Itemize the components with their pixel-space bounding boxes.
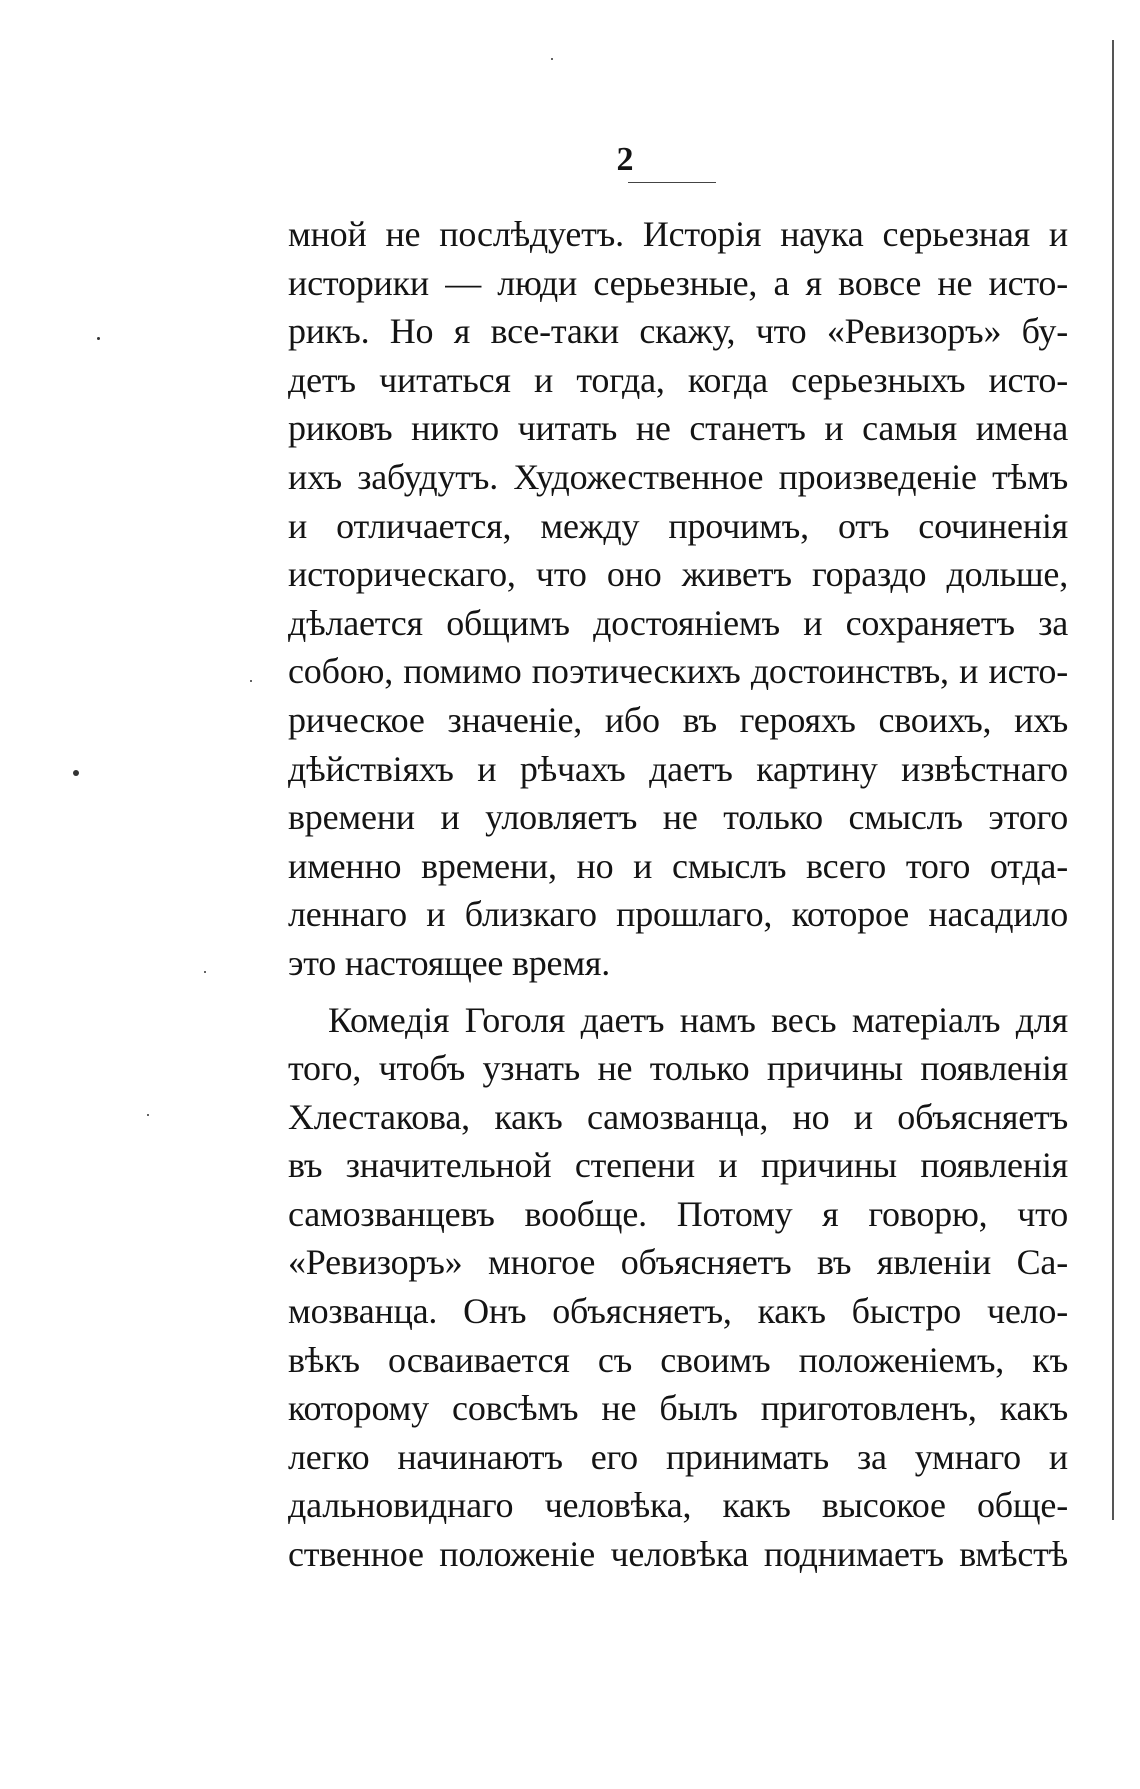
text-line: мной не послѣдуетъ. Исторія наука серьезная и bbox=[288, 214, 1068, 254]
scan-edge-line bbox=[1112, 40, 1114, 1520]
scan-speck bbox=[97, 337, 100, 340]
text-line: дѣлается общимъ достояніемъ и сохраняетъ за bbox=[288, 602, 1068, 643]
text-line: самозванцевъ вообще. Потому я говорю, что bbox=[288, 1193, 1068, 1234]
text-line: это настоящее время. bbox=[288, 942, 611, 983]
text-line: детъ читаться и тогда, когда серьезныхъ исто- bbox=[288, 359, 1068, 400]
text-line: въ значительной степени и причины появленія bbox=[288, 1145, 1068, 1186]
text-line: мозванца. Онъ объясняетъ, какъ быстро чело- bbox=[288, 1291, 1068, 1332]
text-line: дальновиднаго человѣка, какъ высокое обще- bbox=[288, 1485, 1068, 1526]
scan-speck bbox=[250, 680, 252, 682]
paragraph-1 bbox=[288, 210, 1068, 988]
paragraph-2 bbox=[288, 996, 1068, 1579]
paragraph-gap bbox=[288, 988, 1068, 996]
text-line: дѣйствіяхъ и рѣчахъ даетъ картину извѣстнаго bbox=[288, 748, 1068, 789]
text-line: «Ревизоръ» многое объясняетъ въ явленіи Са- bbox=[288, 1242, 1068, 1283]
text-line: которому совсѣмъ не былъ приготовленъ, какъ bbox=[288, 1388, 1068, 1429]
text-line: рикъ. Но я все-таки скажу, что «Ревизоръ» бу- bbox=[288, 311, 1068, 352]
text-line: того, чтобъ узнать не только причины появленія bbox=[288, 1048, 1068, 1089]
text-line: историческаго, что оно живетъ гораздо дольше, bbox=[288, 554, 1068, 595]
text-line: ихъ забудутъ. Художественное произведеніе тѣмъ bbox=[288, 456, 1068, 497]
text-line: собою, помимо поэтическихъ достоинствъ, и исто- bbox=[288, 651, 1068, 692]
scan-speck bbox=[551, 58, 553, 60]
text-line: и отличается, между прочимъ, отъ сочиненія bbox=[288, 505, 1068, 546]
text-line: Хлестакова, какъ самозванца, но и объясняетъ bbox=[288, 1096, 1068, 1137]
text-line: именно времени, но и смыслъ всего того отда- bbox=[288, 845, 1068, 886]
text-line: вѣкъ осваивается съ своимъ положеніемъ, къ bbox=[288, 1339, 1068, 1380]
scan-speck bbox=[147, 1114, 149, 1116]
page-number: 2 bbox=[616, 141, 634, 178]
text-line: риковъ никто читать не станетъ и самыя имена bbox=[288, 408, 1068, 449]
text-line: леннаго и близкаго прошлаго, которое насадило bbox=[288, 894, 1068, 935]
text-line: рическое значеніе, ибо въ герояхъ своихъ, ихъ bbox=[288, 699, 1068, 740]
text-line: Комедія Гоголя даетъ намъ весь матеріалъ для bbox=[328, 999, 1068, 1040]
text-line: ственное положеніе человѣка поднимаетъ вмѣстѣ bbox=[288, 1534, 1068, 1575]
text-line: легко начинаютъ его принимать за умнаго и bbox=[288, 1436, 1068, 1477]
scan-speck bbox=[204, 971, 206, 973]
body-text bbox=[288, 210, 1068, 1579]
scan-speck bbox=[73, 770, 79, 776]
text-line: историки — люди серьезные, а я вовсе не исто- bbox=[288, 262, 1068, 303]
text-line: времени и уловляетъ не только смыслъ этого bbox=[288, 797, 1068, 838]
page-number-rule bbox=[628, 182, 716, 183]
